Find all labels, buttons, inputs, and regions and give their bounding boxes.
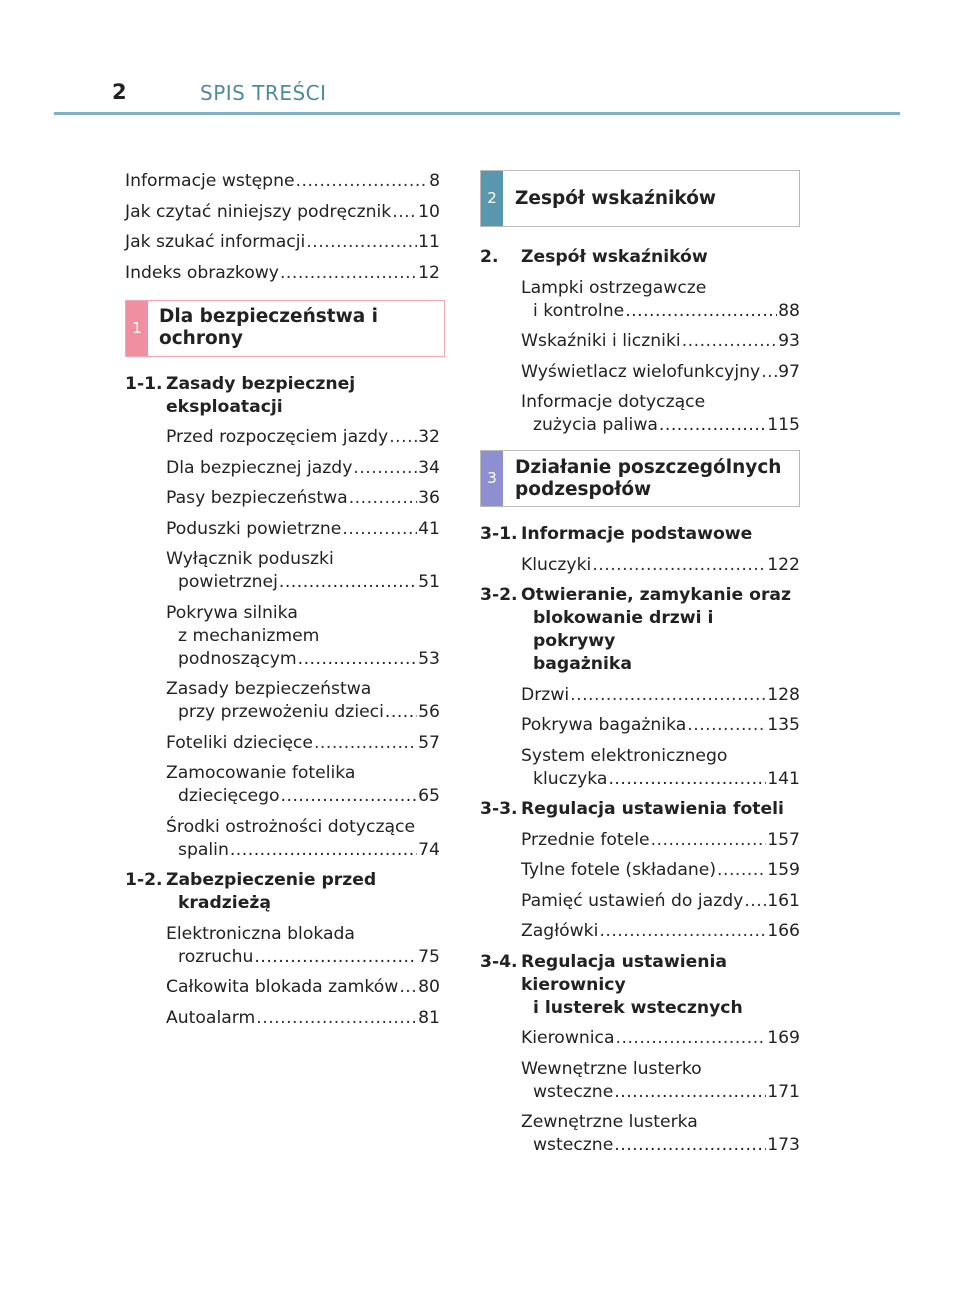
toc-entry-text: Przednie fotele (521, 829, 650, 850)
toc-entry-text: Foteliki dziecięce (166, 732, 313, 753)
section-tab-2: 2 (481, 171, 503, 226)
toc-page-number: 34 (418, 457, 440, 478)
toc-entry-text: podnoszącym (178, 648, 297, 669)
dot-leader (687, 714, 766, 737)
toc-entry[interactable] (521, 829, 800, 852)
toc-page-number: 32 (418, 427, 440, 447)
toc-entry-text: Lampki ostrzegawcze (521, 277, 707, 298)
toc-entry[interactable] (521, 745, 800, 791)
toc-entry-text: i kontrolne (533, 300, 625, 321)
subsection-title: kradzieżą (178, 893, 271, 913)
toc-entry-text: Drzwi (521, 684, 570, 705)
toc-entry-text: Pokrywa bagażnika (521, 715, 687, 735)
toc-page-number: 173 (767, 1135, 800, 1155)
toc-page-number: 65 (418, 786, 440, 806)
subsection-number: 3-3. (480, 799, 518, 819)
dot-leader (614, 1134, 766, 1157)
toc-entry-text: Pamięć ustawień do jazdy (521, 890, 744, 911)
toc-entry[interactable] (521, 890, 800, 913)
dot-leader (306, 231, 417, 254)
toc-page-number: 81 (418, 1007, 440, 1028)
toc-page-number: 75 (418, 946, 440, 967)
toc-page-number: 169 (767, 1028, 800, 1048)
toc-entry-text: zużycia paliwa (533, 415, 658, 435)
toc-entry[interactable] (166, 602, 440, 671)
toc-entry[interactable] (521, 1111, 800, 1157)
dot-leader (599, 920, 766, 943)
toc-entry-text: Zamocowanie fotelika (166, 763, 356, 783)
subsection-number: 3-4. (480, 951, 518, 972)
toc-entry-text: System elektronicznego (521, 745, 728, 766)
toc-entry[interactable] (521, 1058, 800, 1104)
toc-entry-text: Autoalarm (166, 1007, 256, 1028)
subsection-heading-2[interactable] (480, 246, 800, 269)
toc-entry[interactable] (521, 859, 800, 882)
section-title-3 (481, 457, 781, 501)
dot-leader (399, 976, 417, 999)
header-title: SPIS TREŚCI (200, 81, 327, 105)
toc-page-number: 93 (778, 331, 800, 351)
toc-entry[interactable] (166, 457, 440, 480)
toc-entry[interactable] (521, 1027, 800, 1050)
subsection-title: Zabezpieczenie przed (166, 870, 377, 890)
toc-entry-text: Jak czytać niniejszy podręcznik (125, 201, 392, 222)
toc-entry-text: Elektroniczna blokada (166, 923, 355, 944)
toc-entry-text: Wewnętrzne lusterko (521, 1058, 702, 1079)
dot-leader (616, 1027, 767, 1050)
dot-leader (614, 1081, 766, 1104)
toc-page-number: 97 (778, 361, 800, 382)
toc-page-number: 122 (767, 554, 800, 575)
subsection-number: 1-2. (125, 870, 163, 890)
toc-entry-text: Pokrywa silnika (166, 602, 298, 623)
dot-leader (256, 1007, 417, 1030)
toc-entry[interactable] (166, 678, 440, 724)
toc-entry-text: z mechanizmem (178, 625, 320, 646)
toc-entry-text: przy przewożeniu dzieci (178, 702, 384, 722)
section-title-2: Zespół wskaźników (515, 187, 717, 209)
section-title-line: Działanie poszczególnych (515, 456, 782, 478)
toc-entry[interactable] (521, 684, 800, 707)
toc-entry-text: Indeks obrazkowy (125, 262, 279, 283)
toc-entry[interactable] (521, 361, 800, 384)
dot-leader (682, 330, 777, 353)
toc-entry-text: dziecięcego (178, 786, 280, 806)
toc-left-column (125, 170, 440, 1037)
toc-page-number: 74 (418, 839, 440, 860)
toc-page-number: 88 (778, 300, 800, 321)
subsection-heading-3-2[interactable] (480, 584, 800, 676)
subsection-number: 1-1. (125, 373, 163, 394)
toc-entry[interactable] (166, 1007, 440, 1030)
toc-entry-text: Zewnętrzne lusterka (521, 1112, 698, 1132)
toc-page-number: 171 (767, 1081, 800, 1102)
toc-entry-text: Jak szukać informacji (125, 232, 306, 252)
toc-page-number: 157 (767, 829, 800, 850)
dot-leader (296, 170, 429, 193)
subsection-title: Regulacja ustawienia foteli (521, 799, 784, 819)
toc-page-number: 57 (418, 732, 440, 753)
toc-entry[interactable] (521, 714, 800, 737)
subsection-title: i lusterek wstecznych (533, 997, 743, 1018)
toc-entry-text: Środki ostrożności dotyczące (166, 816, 416, 837)
toc-entry[interactable] (166, 732, 440, 755)
toc-page-number: 135 (767, 715, 800, 735)
toc-entry[interactable] (166, 426, 440, 449)
toc-page-number: 41 (418, 518, 440, 539)
page-header (0, 0, 960, 120)
toc-entry-text: kluczyka (533, 768, 608, 789)
toc-right-column (480, 170, 800, 1165)
dot-leader (625, 300, 777, 323)
section-title-line: podzespołów (515, 478, 652, 500)
toc-entry-text: spalin (178, 839, 229, 860)
page-number: 2 (112, 80, 127, 104)
toc-entry-text: Całkowita blokada zamków (166, 977, 399, 997)
dot-leader (392, 201, 417, 224)
section-box-1[interactable] (125, 300, 445, 357)
toc-entry[interactable] (166, 548, 440, 594)
toc-entry-text: Kluczyki (521, 554, 592, 575)
toc-page-number: 161 (767, 890, 800, 911)
toc-entry-text: Pasy bezpieczeństwa (166, 488, 348, 508)
toc-entry-text: rozruchu (178, 946, 254, 967)
toc-entry-text: Dla bezpiecznej jazdy (166, 457, 353, 478)
toc-entry[interactable] (166, 518, 440, 541)
toc-entry-text: Przed rozpoczęciem jazdy (166, 427, 389, 447)
toc-page-number: 80 (418, 977, 440, 997)
subsection-title: bagażnika (533, 654, 632, 674)
toc-entry-text: wsteczne (533, 1135, 614, 1155)
toc-page-number: 128 (767, 684, 800, 705)
section-title-1: Dla bezpieczeństwa i ochrony (159, 306, 378, 349)
subsection-title: Zespół wskaźników (521, 247, 708, 267)
toc-page-number: 166 (767, 921, 800, 941)
subsection-number: 3-1. (480, 524, 518, 544)
dot-leader (744, 890, 766, 913)
subsection-heading-1-1[interactable] (125, 373, 440, 419)
toc-page-number: 56 (418, 702, 440, 722)
toc-page-number: 51 (418, 572, 440, 592)
toc-entry[interactable] (521, 277, 800, 323)
dot-leader (279, 571, 417, 594)
subsection-number: 2. (480, 247, 499, 267)
dot-leader (349, 487, 417, 510)
subsection-heading-3-3[interactable] (480, 798, 800, 821)
toc-page-number: 115 (767, 415, 800, 435)
toc-entry-text: Kierownica (521, 1028, 615, 1048)
toc-entry[interactable] (521, 920, 800, 943)
dot-leader (651, 829, 767, 852)
toc-entry-text: Informacje wstępne (125, 171, 295, 191)
toc-entry-text: wsteczne (533, 1081, 614, 1102)
toc-entry-text: powietrznej (178, 572, 278, 592)
toc-page-number: 36 (418, 488, 440, 508)
toc-entry-text: Tylne fotele (składane) (521, 860, 717, 880)
toc-page-number: 141 (767, 768, 800, 789)
dot-leader (254, 946, 417, 969)
toc-page-number: 10 (418, 201, 440, 222)
header-rule (54, 112, 900, 115)
dot-leader (717, 859, 766, 882)
dot-leader (353, 457, 417, 480)
toc-entry[interactable] (166, 923, 440, 969)
subsection-title: blokowanie drzwi i pokrywy (533, 608, 714, 651)
dot-leader (314, 732, 417, 755)
toc-page-number: 12 (418, 262, 440, 283)
dot-leader (298, 648, 418, 671)
section-tab-3: 3 (481, 451, 503, 506)
section-box-3[interactable] (480, 450, 800, 507)
toc-entry[interactable] (521, 391, 800, 437)
subsection-number: 3-2. (480, 585, 518, 605)
toc-entry-text: Zagłówki (521, 921, 599, 941)
toc-page-number: 11 (418, 232, 440, 252)
subsection-heading-3-4[interactable] (480, 951, 800, 1020)
toc-entry-text: Wyłącznik poduszki (166, 549, 334, 569)
toc-entry[interactable] (166, 816, 440, 862)
dot-leader (385, 701, 417, 724)
subsection-title: Informacje podstawowe (521, 524, 753, 544)
dot-leader (389, 426, 417, 449)
subsection-title: Otwieranie, zamykanie oraz (521, 585, 792, 605)
toc-entry-text: Zasady bezpieczeństwa (166, 679, 372, 699)
toc-entry[interactable] (166, 762, 440, 808)
subsection-title: Zasady bezpiecznej eksploatacji (166, 373, 356, 417)
toc-page-number: 8 (429, 171, 440, 191)
toc-entry[interactable] (166, 487, 440, 510)
subsection-title: Regulacja ustawienia kierownicy (521, 951, 728, 995)
section-tab-1: 1 (126, 301, 148, 356)
toc-entry-how-to-read[interactable] (125, 201, 440, 224)
dot-leader (280, 262, 417, 285)
toc-page-number: 159 (767, 860, 800, 880)
toc-entry[interactable] (521, 330, 800, 353)
toc-entry-intro[interactable] (125, 170, 440, 193)
section-box-2[interactable] (480, 170, 800, 227)
dot-leader (761, 361, 777, 384)
dot-leader (342, 518, 417, 541)
dot-leader (592, 554, 766, 577)
dot-leader (230, 839, 417, 862)
toc-entry-how-to-search[interactable] (125, 231, 440, 254)
toc-entry-text: Wyświetlacz wielofunkcyjny (521, 361, 761, 382)
dot-leader (608, 768, 766, 791)
toc-page-number: 53 (418, 648, 440, 669)
toc-entry[interactable] (166, 976, 440, 999)
toc-entry-text: Informacje dotyczące (521, 392, 706, 412)
subsection-heading-3-1[interactable] (480, 523, 800, 546)
toc-entry[interactable] (521, 554, 800, 577)
subsection-heading-1-2[interactable] (125, 869, 440, 915)
toc-entry-picture-index[interactable] (125, 262, 440, 285)
dot-leader (659, 414, 766, 437)
toc-entry-text: Poduszki powietrzne (166, 518, 342, 539)
toc-entry-text: Wskaźniki i liczniki (521, 331, 681, 351)
dot-leader (570, 684, 766, 707)
dot-leader (281, 785, 418, 808)
